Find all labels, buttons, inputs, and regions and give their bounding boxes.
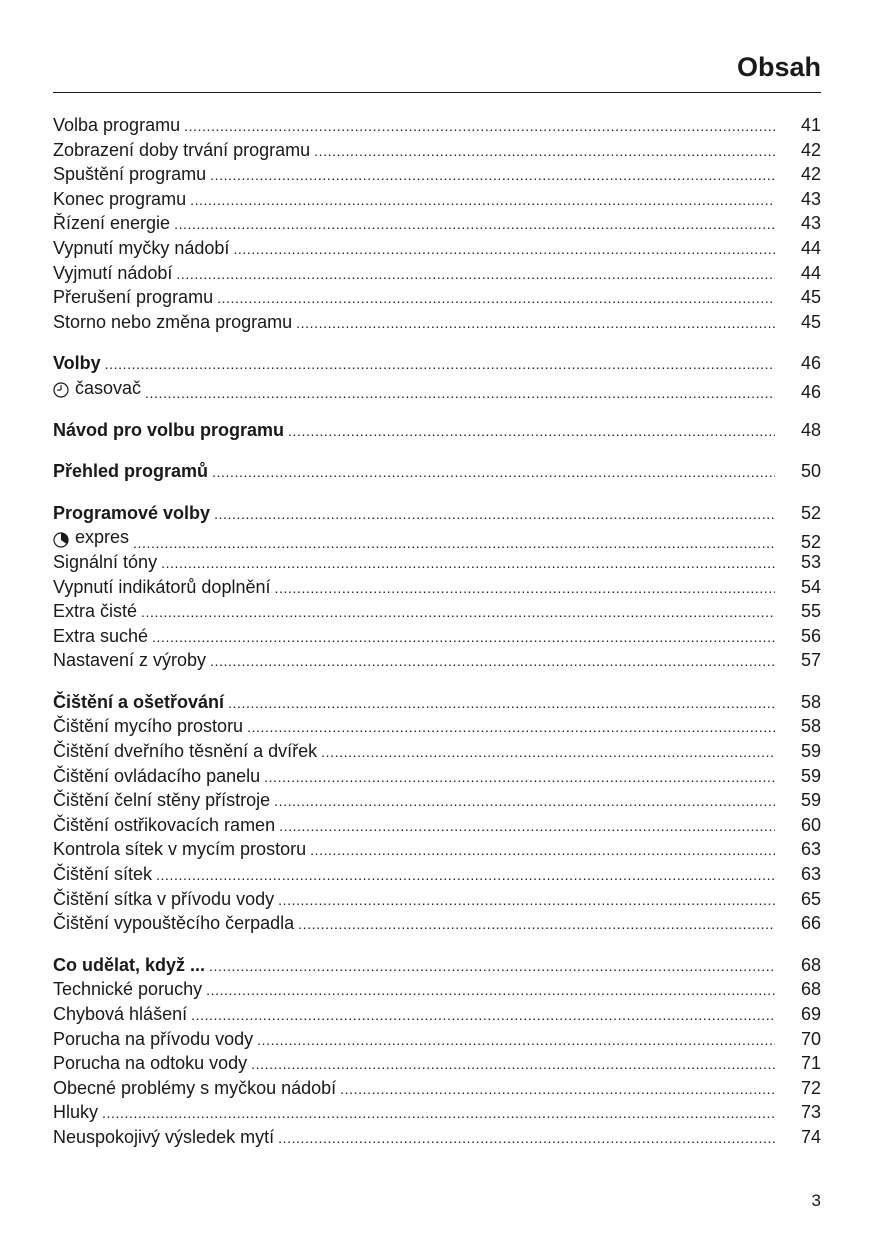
toc-section <box>53 459 821 484</box>
toc-entry-label <box>53 911 294 936</box>
dot-leader <box>190 188 775 213</box>
toc-section <box>53 418 821 443</box>
toc-heading[interactable] <box>53 418 821 443</box>
toc-entry[interactable] <box>53 575 821 600</box>
toc-entry[interactable] <box>53 599 821 624</box>
express-icon <box>53 530 69 546</box>
toc-entry-page: 59 <box>800 765 821 786</box>
toc-entry-text: Čištění mycího prostoru <box>53 716 244 737</box>
toc-entry-text: Čištění sítek <box>53 864 153 885</box>
dot-leader <box>275 576 776 601</box>
toc-entry-page: 68 <box>800 979 821 1000</box>
toc-entry[interactable] <box>53 624 821 649</box>
toc-entry-page: 55 <box>800 601 821 622</box>
toc-entry-text: Čištění ostřikovacích ramen <box>53 814 276 835</box>
toc-entry-page: 57 <box>800 650 821 671</box>
toc-entry-label <box>53 837 306 862</box>
toc-entry-label <box>53 739 317 764</box>
toc-entry-text: Konec programu <box>53 188 187 209</box>
toc-entry[interactable] <box>53 813 821 838</box>
dot-leader <box>105 352 775 377</box>
toc-entry-text: Extra suché <box>53 625 149 646</box>
toc-entry-page: 73 <box>800 1102 821 1123</box>
toc-entry-label <box>53 261 172 286</box>
toc-entry-text: Signální tóny <box>53 551 158 572</box>
toc-entry-page: 68 <box>800 954 821 975</box>
toc-entry-text: Extra čisté <box>53 601 138 622</box>
toc-entry-label <box>53 459 208 484</box>
header-divider <box>53 92 821 93</box>
dot-leader <box>257 1028 775 1053</box>
toc-entry-text: Návod pro volbu programu <box>53 419 285 440</box>
toc-entry-text: Vypnutí myčky nádobí <box>53 237 230 258</box>
toc-entry-page: 54 <box>800 576 821 597</box>
dot-leader <box>217 286 775 311</box>
toc-entry-label <box>53 648 206 673</box>
toc-entry-page: 71 <box>800 1053 821 1074</box>
toc-entry[interactable] <box>53 1076 821 1101</box>
toc-entry-page: 44 <box>800 237 821 258</box>
toc-entry-text: Volby <box>53 353 101 374</box>
toc-entry-label <box>53 1027 253 1052</box>
toc-entry[interactable] <box>53 837 821 862</box>
dot-leader <box>161 551 775 576</box>
toc-section <box>53 113 821 334</box>
toc-entry-page: 42 <box>800 164 821 185</box>
toc-entry-page: 63 <box>800 839 821 860</box>
toc-entry-page: 53 <box>800 551 821 572</box>
dot-leader <box>174 212 775 237</box>
toc-entry-text: Přerušení programu <box>53 287 214 308</box>
toc-heading[interactable] <box>53 459 821 484</box>
toc-entry-label <box>53 187 186 212</box>
dot-leader <box>288 419 775 444</box>
toc-entry[interactable] <box>53 1125 821 1150</box>
toc-entry-text: expres <box>75 527 130 548</box>
toc-entry-page: 44 <box>800 262 821 283</box>
toc-entry-page: 43 <box>800 188 821 209</box>
toc-entry-label <box>53 599 137 624</box>
toc-entry-page: 48 <box>800 419 821 440</box>
toc-entry-page: 45 <box>800 287 821 308</box>
toc-heading[interactable] <box>53 501 821 526</box>
toc-entry-page: 66 <box>800 913 821 934</box>
toc-entry-text: Obecné problémy s myčkou nádobí <box>53 1077 337 1098</box>
toc-entry-text: Čištění ovládacího panelu <box>53 765 261 786</box>
dot-leader <box>156 863 775 888</box>
toc-entry-text: Řízení energie <box>53 213 171 234</box>
toc-entry-label <box>53 714 243 739</box>
toc-entry[interactable] <box>53 261 821 286</box>
toc-entry-label <box>53 418 284 443</box>
toc-entry[interactable] <box>53 310 821 335</box>
toc-entry-page: 46 <box>800 382 821 403</box>
toc-entry-text: Čištění sítka v přívodu vody <box>53 888 275 909</box>
toc-entry-text: Spuštění programu <box>53 164 207 185</box>
toc-entry-label <box>53 813 275 838</box>
toc-entry[interactable] <box>53 911 821 936</box>
toc-entry-label <box>53 1076 336 1101</box>
dot-leader <box>141 600 775 625</box>
toc-entry[interactable] <box>53 550 821 575</box>
toc-entry-label <box>53 285 213 310</box>
toc-entry-text: Přehled programů <box>53 461 209 482</box>
dot-leader <box>296 311 775 336</box>
toc-entry-page: 46 <box>800 353 821 374</box>
dot-leader <box>314 139 775 164</box>
toc-entry-label <box>53 575 271 600</box>
toc-entry-label <box>53 624 148 649</box>
page-number: 3 <box>811 1191 821 1210</box>
toc-entry[interactable] <box>53 138 821 163</box>
toc-entry[interactable] <box>53 376 821 401</box>
toc-heading[interactable] <box>53 953 821 978</box>
timer-icon <box>53 380 69 396</box>
toc-entry-label <box>53 351 101 376</box>
toc-entry-page: 42 <box>800 139 821 160</box>
toc-entry-page: 56 <box>800 625 821 646</box>
toc-entry-page: 58 <box>800 716 821 737</box>
toc-heading[interactable] <box>53 690 821 715</box>
toc-entry-label <box>53 376 141 401</box>
toc-entry-text: časovač <box>75 377 142 398</box>
toc-entry-label <box>53 1051 247 1076</box>
toc-entry-label <box>53 764 260 789</box>
toc-entry-label <box>53 211 170 236</box>
dot-leader <box>278 1126 775 1151</box>
dot-leader <box>210 163 775 188</box>
dot-leader <box>247 715 775 740</box>
toc-entry[interactable] <box>53 788 821 813</box>
dot-leader <box>191 1003 775 1028</box>
toc-entry-page: 74 <box>800 1126 821 1147</box>
toc-entry-text: Čištění vypouštěcího čerpadla <box>53 913 295 934</box>
toc-entry-text: Nastavení z výroby <box>53 650 207 671</box>
toc-entry[interactable] <box>53 648 821 673</box>
toc-entry-text: Porucha na přívodu vody <box>53 1028 254 1049</box>
toc-entry-page: 52 <box>800 502 821 523</box>
dot-leader <box>145 381 775 406</box>
toc-entry-text: Čištění dveřního těsnění a dvířek <box>53 741 318 762</box>
toc-entry-label <box>53 788 270 813</box>
toc-section <box>53 690 821 936</box>
toc-entry-page: 63 <box>800 864 821 885</box>
toc-entry-page: 41 <box>800 115 821 135</box>
dot-leader <box>152 625 775 650</box>
toc-entry-text: Storno nebo změna programu <box>53 311 293 332</box>
toc-entry[interactable] <box>53 862 821 887</box>
toc-entry-label <box>53 113 180 138</box>
dot-leader <box>176 262 775 287</box>
dot-leader <box>251 1052 775 1077</box>
toc-entry-page: 50 <box>800 461 821 482</box>
dot-leader <box>264 765 775 790</box>
dot-leader <box>310 838 775 863</box>
toc-entry[interactable] <box>53 1027 821 1052</box>
toc-entry-label <box>53 236 229 261</box>
toc-entry[interactable] <box>53 236 821 261</box>
toc-entry[interactable] <box>53 714 821 739</box>
toc-entry-page: 60 <box>800 814 821 835</box>
toc-entry[interactable] <box>53 211 821 236</box>
toc-entry[interactable] <box>53 285 821 310</box>
toc-entry-page: 65 <box>800 888 821 909</box>
toc-entry-label <box>53 162 206 187</box>
toc-entry-label <box>53 690 224 715</box>
table-of-contents <box>53 113 821 1167</box>
dot-leader <box>278 888 775 913</box>
toc-entry-text: Porucha na odtoku vody <box>53 1053 248 1074</box>
dot-leader <box>298 912 775 937</box>
toc-entry-text: Vypnutí indikátorů doplnění <box>53 576 271 597</box>
dot-leader <box>209 954 775 979</box>
toc-entry[interactable] <box>53 187 821 212</box>
toc-entry-label <box>53 862 152 887</box>
toc-entry-page: 58 <box>800 691 821 712</box>
toc-entry[interactable] <box>53 739 821 764</box>
page-title: Obsah <box>736 52 821 82</box>
toc-entry-text: Chybová hlášení <box>53 1004 188 1024</box>
dot-leader <box>233 237 775 262</box>
toc-entry[interactable] <box>53 162 821 187</box>
toc-entry[interactable] <box>53 113 821 138</box>
toc-entry-label <box>53 501 210 526</box>
toc-entry-text: Technické poruchy <box>53 979 203 1000</box>
toc-section <box>53 351 821 403</box>
toc-entry-label <box>53 977 202 1002</box>
dot-leader <box>210 649 775 674</box>
dot-leader <box>212 460 775 485</box>
toc-entry-page: 72 <box>800 1077 821 1098</box>
toc-entry[interactable] <box>53 1051 821 1076</box>
toc-entry-page: 59 <box>800 741 821 762</box>
dot-leader <box>228 691 775 716</box>
toc-entry-page: 69 <box>800 1004 821 1024</box>
toc-heading[interactable] <box>53 351 821 376</box>
toc-entry-page: 43 <box>800 213 821 234</box>
toc-entry[interactable] <box>53 1002 821 1027</box>
toc-entry-label <box>53 525 129 550</box>
toc-entry-label <box>53 887 274 912</box>
toc-entry-text: Volba programu <box>53 115 181 135</box>
toc-entry-label <box>53 1125 274 1150</box>
toc-entry[interactable] <box>53 1100 821 1125</box>
toc-entry-text: Čištění čelní stěny přístroje <box>53 790 271 811</box>
dot-leader <box>184 114 775 139</box>
dot-leader <box>274 789 775 814</box>
toc-entry-page: 45 <box>800 311 821 332</box>
toc-section <box>53 953 821 1150</box>
toc-entry[interactable] <box>53 887 821 912</box>
dot-leader <box>340 1077 775 1102</box>
toc-entry-label <box>53 138 310 163</box>
toc-entry[interactable] <box>53 525 821 550</box>
toc-entry-page: 59 <box>800 790 821 811</box>
toc-entry-label <box>53 550 157 575</box>
toc-entry-text: Čištění a ošetřování <box>53 691 225 712</box>
toc-entry[interactable] <box>53 977 821 1002</box>
toc-entry-label <box>53 310 292 335</box>
toc-entry-page: 70 <box>800 1028 821 1049</box>
toc-entry-text: Co udělat, když ... <box>53 954 206 975</box>
toc-entry-label <box>53 1100 98 1125</box>
toc-entry[interactable] <box>53 764 821 789</box>
dot-leader <box>279 814 775 839</box>
toc-section <box>53 501 821 673</box>
dot-leader <box>102 1101 775 1126</box>
toc-entry-text: Vyjmutí nádobí <box>53 262 173 283</box>
toc-entry-text: Programové volby <box>53 502 211 523</box>
toc-entry-page: 52 <box>800 531 821 552</box>
dot-leader <box>214 502 775 527</box>
toc-entry-text: Hluky <box>53 1102 99 1123</box>
toc-entry-text: Zobrazení doby trvání programu <box>53 139 311 160</box>
dot-leader <box>206 978 775 1003</box>
dot-leader <box>321 740 775 765</box>
toc-entry-label <box>53 953 205 978</box>
toc-entry-text: Kontrola sítek v mycím prostoru <box>53 839 307 860</box>
toc-entry-text: Neuspokojivý výsledek mytí <box>53 1126 275 1147</box>
toc-entry-label <box>53 1002 187 1027</box>
